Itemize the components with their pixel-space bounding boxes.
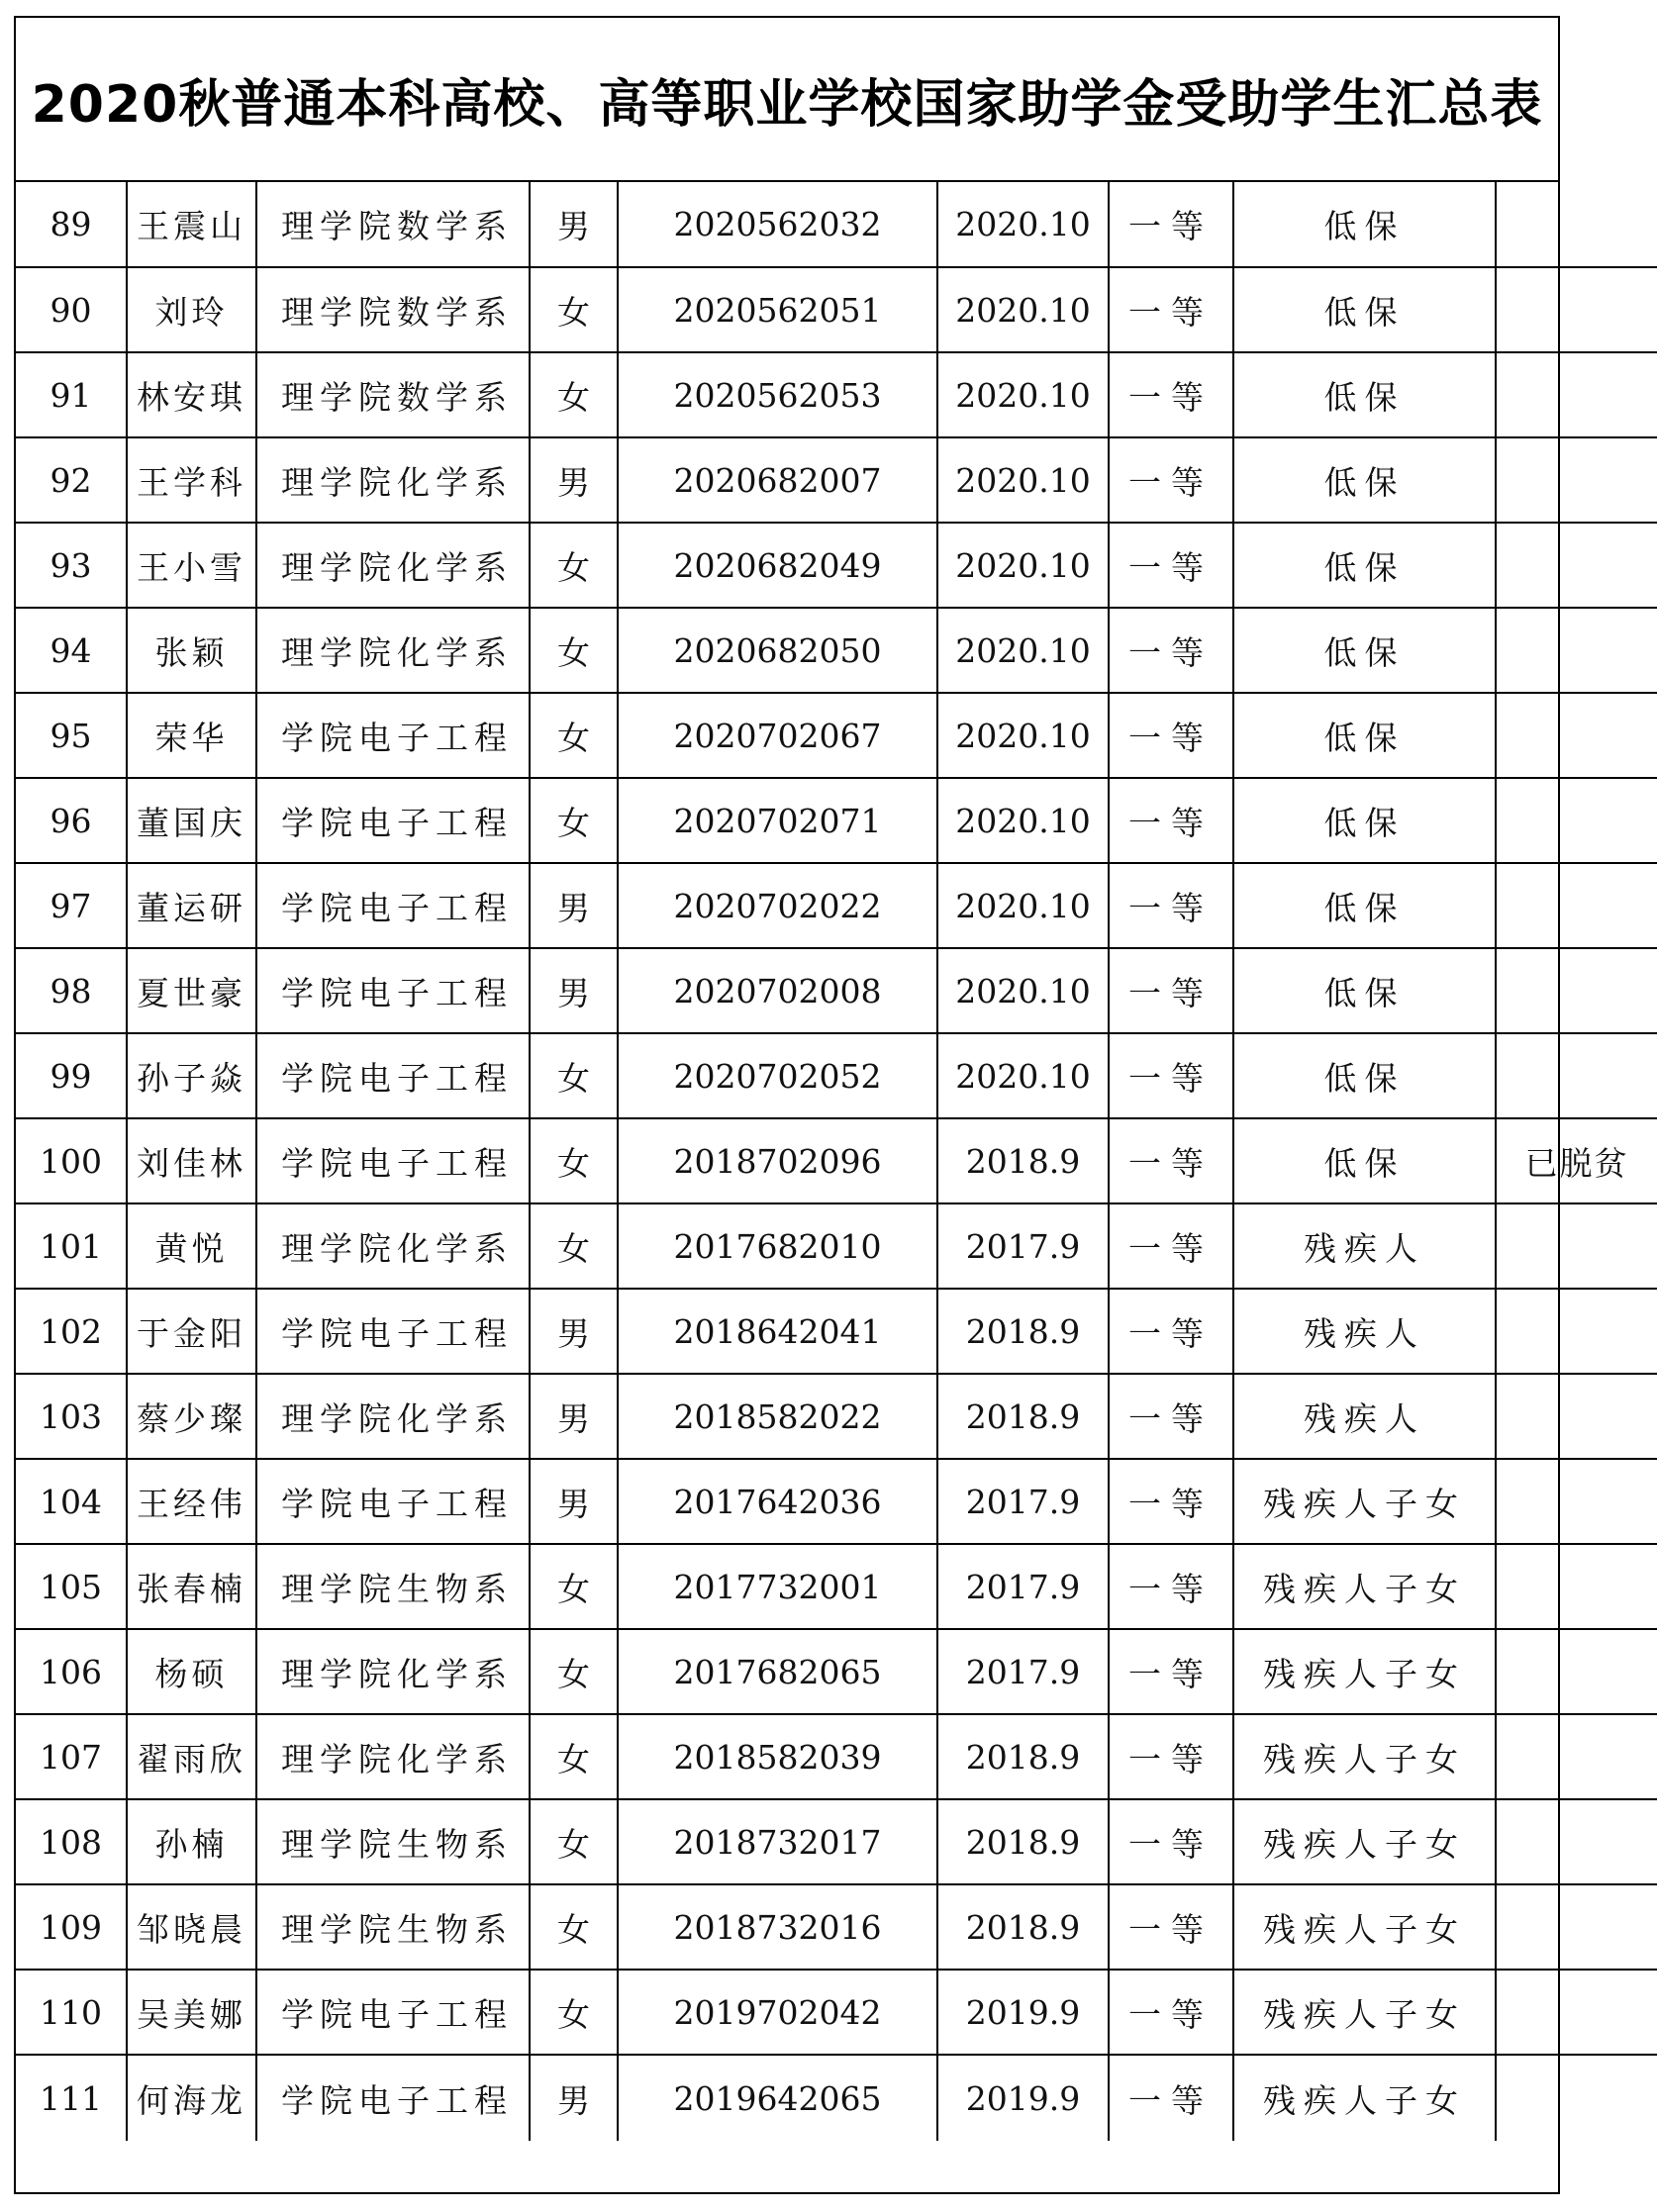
department-cell: 理学院化学系 [256, 1714, 530, 1799]
aid-grade-cell: 一等 [1109, 1289, 1233, 1374]
note-cell [1496, 1970, 1657, 2055]
student-id-cell: 2020682050 [618, 608, 937, 693]
gender-cell: 女 [530, 778, 618, 863]
student-id-cell: 2020702008 [618, 948, 937, 1033]
seq-cell: 89 [16, 182, 127, 267]
department-cell: 学院电子工程 [256, 1289, 530, 1374]
student-id-cell: 2018732016 [618, 1884, 937, 1970]
gender-cell: 男 [530, 437, 618, 523]
department-cell: 理学院生物系 [256, 1799, 530, 1884]
document-sheet [14, 16, 1629, 2194]
note-cell [1496, 1714, 1657, 1799]
seq-cell: 110 [16, 1970, 127, 2055]
seq-cell: 111 [16, 2055, 127, 2141]
note-cell [1496, 1289, 1657, 1374]
hardship-type-cell: 低保 [1233, 608, 1496, 693]
hardship-type-cell: 残疾人子女 [1233, 1799, 1496, 1884]
hardship-type-cell: 残疾人子女 [1233, 1629, 1496, 1714]
note-cell [1496, 693, 1657, 778]
gender-cell: 女 [530, 1970, 618, 2055]
enrollment-date-cell: 2020.10 [937, 352, 1109, 437]
hardship-type-cell: 残疾人子女 [1233, 1459, 1496, 1544]
name-cell: 林安琪 [127, 352, 256, 437]
enrollment-date-cell: 2017.9 [937, 1459, 1109, 1544]
enrollment-date-cell: 2017.9 [937, 1203, 1109, 1289]
table-body [16, 182, 1657, 2141]
table-row [16, 693, 1657, 778]
department-cell: 学院电子工程 [256, 1970, 530, 2055]
note-cell [1496, 1033, 1657, 1118]
table-row [16, 437, 1657, 523]
note-cell [1496, 267, 1657, 352]
student-id-cell: 2020562053 [618, 352, 937, 437]
name-cell: 董国庆 [127, 778, 256, 863]
note-cell [1496, 2055, 1657, 2141]
enrollment-date-cell: 2020.10 [937, 693, 1109, 778]
enrollment-date-cell: 2019.9 [937, 1970, 1109, 2055]
name-cell: 王小雪 [127, 523, 256, 608]
table-row [16, 1544, 1657, 1629]
enrollment-date-cell: 2018.9 [937, 1714, 1109, 1799]
gender-cell: 男 [530, 1459, 618, 1544]
gender-cell: 女 [530, 1629, 618, 1714]
aid-grade-cell: 一等 [1109, 1459, 1233, 1544]
hardship-type-cell: 低保 [1233, 693, 1496, 778]
student-id-cell: 2020682049 [618, 523, 937, 608]
name-cell: 杨硕 [127, 1629, 256, 1714]
enrollment-date-cell: 2017.9 [937, 1544, 1109, 1629]
enrollment-date-cell: 2020.10 [937, 182, 1109, 267]
table-row [16, 1714, 1657, 1799]
aid-grade-cell: 一等 [1109, 608, 1233, 693]
gender-cell: 女 [530, 693, 618, 778]
enrollment-date-cell: 2020.10 [937, 778, 1109, 863]
student-id-cell: 2019642065 [618, 2055, 937, 2141]
seq-cell: 107 [16, 1714, 127, 1799]
aid-grade-cell: 一等 [1109, 2055, 1233, 2141]
name-cell: 蔡少璨 [127, 1374, 256, 1459]
aid-grade-cell: 一等 [1109, 778, 1233, 863]
note-cell: 已脱贫 [1496, 1118, 1657, 1203]
seq-cell: 90 [16, 267, 127, 352]
department-cell: 理学院数学系 [256, 182, 530, 267]
name-cell: 荣华 [127, 693, 256, 778]
student-id-cell: 2019702042 [618, 1970, 937, 2055]
table-row [16, 1884, 1657, 1970]
hardship-type-cell: 低保 [1233, 352, 1496, 437]
document-title: 2020秋普通本科高校、高等职业学校国家助学金受助学生汇总表 [31, 74, 1543, 135]
seq-cell: 103 [16, 1374, 127, 1459]
department-cell: 学院电子工程 [256, 1118, 530, 1203]
gender-cell: 男 [530, 182, 618, 267]
seq-cell: 101 [16, 1203, 127, 1289]
aid-grade-cell: 一等 [1109, 1203, 1233, 1289]
aid-grade-cell: 一等 [1109, 693, 1233, 778]
table-row [16, 267, 1657, 352]
table-row [16, 1629, 1657, 1714]
enrollment-date-cell: 2020.10 [937, 523, 1109, 608]
gender-cell: 女 [530, 1799, 618, 1884]
table-row [16, 1799, 1657, 1884]
aid-grade-cell: 一等 [1109, 182, 1233, 267]
note-cell [1496, 948, 1657, 1033]
department-cell: 理学院生物系 [256, 1544, 530, 1629]
name-cell: 翟雨欣 [127, 1714, 256, 1799]
student-id-cell: 2020702071 [618, 778, 937, 863]
gender-cell: 女 [530, 1203, 618, 1289]
department-cell: 理学院化学系 [256, 437, 530, 523]
table-row [16, 1289, 1657, 1374]
student-id-cell: 2018582022 [618, 1374, 937, 1459]
student-id-cell: 2018582039 [618, 1714, 937, 1799]
student-id-cell: 2017682065 [618, 1629, 937, 1714]
table-row [16, 863, 1657, 948]
note-cell [1496, 1799, 1657, 1884]
enrollment-date-cell: 2018.9 [937, 1289, 1109, 1374]
seq-cell: 109 [16, 1884, 127, 1970]
aid-grade-cell: 一等 [1109, 1714, 1233, 1799]
gender-cell: 女 [530, 1118, 618, 1203]
gender-cell: 男 [530, 863, 618, 948]
name-cell: 刘玲 [127, 267, 256, 352]
enrollment-date-cell: 2018.9 [937, 1799, 1109, 1884]
hardship-type-cell: 残疾人子女 [1233, 1544, 1496, 1629]
seq-cell: 94 [16, 608, 127, 693]
gender-cell: 女 [530, 1714, 618, 1799]
gender-cell: 男 [530, 1289, 618, 1374]
enrollment-date-cell: 2018.9 [937, 1884, 1109, 1970]
seq-cell: 91 [16, 352, 127, 437]
aid-grade-cell: 一等 [1109, 863, 1233, 948]
student-id-cell: 2018642041 [618, 1289, 937, 1374]
name-cell: 吴美娜 [127, 1970, 256, 2055]
enrollment-date-cell: 2020.10 [937, 1033, 1109, 1118]
seq-cell: 93 [16, 523, 127, 608]
student-id-cell: 2017732001 [618, 1544, 937, 1629]
table-row [16, 1118, 1657, 1203]
department-cell: 理学院化学系 [256, 1203, 530, 1289]
aid-grade-cell: 一等 [1109, 1544, 1233, 1629]
enrollment-date-cell: 2020.10 [937, 608, 1109, 693]
note-cell [1496, 1203, 1657, 1289]
table-row [16, 608, 1657, 693]
student-id-cell: 2020702022 [618, 863, 937, 948]
student-id-cell: 2018732017 [618, 1799, 937, 1884]
name-cell: 孙楠 [127, 1799, 256, 1884]
department-cell: 理学院化学系 [256, 1374, 530, 1459]
table-row [16, 1033, 1657, 1118]
hardship-type-cell: 残疾人子女 [1233, 2055, 1496, 2141]
seq-cell: 100 [16, 1118, 127, 1203]
aid-grade-cell: 一等 [1109, 1118, 1233, 1203]
table-row [16, 1203, 1657, 1289]
enrollment-date-cell: 2017.9 [937, 1629, 1109, 1714]
department-cell: 学院电子工程 [256, 1033, 530, 1118]
hardship-type-cell: 低保 [1233, 182, 1496, 267]
name-cell: 黄悦 [127, 1203, 256, 1289]
department-cell: 理学院化学系 [256, 1629, 530, 1714]
department-cell: 学院电子工程 [256, 948, 530, 1033]
aid-grade-cell: 一等 [1109, 352, 1233, 437]
gender-cell: 女 [530, 523, 618, 608]
department-cell: 学院电子工程 [256, 863, 530, 948]
enrollment-date-cell: 2018.9 [937, 1374, 1109, 1459]
note-cell [1496, 182, 1657, 267]
note-cell [1496, 352, 1657, 437]
seq-cell: 108 [16, 1799, 127, 1884]
hardship-type-cell: 低保 [1233, 437, 1496, 523]
hardship-type-cell: 低保 [1233, 778, 1496, 863]
seq-cell: 104 [16, 1459, 127, 1544]
name-cell: 邹晓晨 [127, 1884, 256, 1970]
seq-cell: 106 [16, 1629, 127, 1714]
note-cell [1496, 523, 1657, 608]
aid-grade-cell: 一等 [1109, 1970, 1233, 2055]
enrollment-date-cell: 2018.9 [937, 1118, 1109, 1203]
seq-cell: 105 [16, 1544, 127, 1629]
note-cell [1496, 1374, 1657, 1459]
note-cell [1496, 1629, 1657, 1714]
aid-recipients-table [16, 182, 1657, 2141]
aid-grade-cell: 一等 [1109, 1629, 1233, 1714]
note-cell [1496, 1544, 1657, 1629]
seq-cell: 96 [16, 778, 127, 863]
hardship-type-cell: 残疾人子女 [1233, 1970, 1496, 2055]
student-id-cell: 2020562051 [618, 267, 937, 352]
enrollment-date-cell: 2020.10 [937, 863, 1109, 948]
seq-cell: 95 [16, 693, 127, 778]
name-cell: 孙子焱 [127, 1033, 256, 1118]
table-row [16, 1970, 1657, 2055]
student-id-cell: 2020702052 [618, 1033, 937, 1118]
note-cell [1496, 1459, 1657, 1544]
enrollment-date-cell: 2020.10 [937, 437, 1109, 523]
title-row [16, 18, 1558, 182]
department-cell: 学院电子工程 [256, 1459, 530, 1544]
aid-grade-cell: 一等 [1109, 1884, 1233, 1970]
name-cell: 董运研 [127, 863, 256, 948]
hardship-type-cell: 低保 [1233, 267, 1496, 352]
gender-cell: 女 [530, 1884, 618, 1970]
student-id-cell: 2018702096 [618, 1118, 937, 1203]
name-cell: 夏世豪 [127, 948, 256, 1033]
note-cell [1496, 437, 1657, 523]
aid-grade-cell: 一等 [1109, 1033, 1233, 1118]
table-row [16, 1459, 1657, 1544]
student-id-cell: 2020562032 [618, 182, 937, 267]
hardship-type-cell: 残疾人子女 [1233, 1884, 1496, 1970]
department-cell: 理学院化学系 [256, 608, 530, 693]
hardship-type-cell: 残疾人 [1233, 1203, 1496, 1289]
name-cell: 何海龙 [127, 2055, 256, 2141]
gender-cell: 女 [530, 1033, 618, 1118]
enrollment-date-cell: 2020.10 [937, 948, 1109, 1033]
enrollment-date-cell: 2019.9 [937, 2055, 1109, 2141]
note-cell [1496, 778, 1657, 863]
hardship-type-cell: 低保 [1233, 523, 1496, 608]
gender-cell: 女 [530, 267, 618, 352]
name-cell: 刘佳林 [127, 1118, 256, 1203]
department-cell: 理学院生物系 [256, 1884, 530, 1970]
hardship-type-cell: 残疾人 [1233, 1289, 1496, 1374]
table-row [16, 778, 1657, 863]
department-cell: 学院电子工程 [256, 778, 530, 863]
note-cell [1496, 1884, 1657, 1970]
seq-cell: 92 [16, 437, 127, 523]
table-row [16, 182, 1657, 267]
seq-cell: 102 [16, 1289, 127, 1374]
name-cell: 王震山 [127, 182, 256, 267]
table-row [16, 2055, 1657, 2141]
seq-cell: 97 [16, 863, 127, 948]
department-cell: 理学院数学系 [256, 352, 530, 437]
hardship-type-cell: 低保 [1233, 863, 1496, 948]
hardship-type-cell: 低保 [1233, 948, 1496, 1033]
student-id-cell: 2020702067 [618, 693, 937, 778]
aid-grade-cell: 一等 [1109, 523, 1233, 608]
aid-grade-cell: 一等 [1109, 437, 1233, 523]
gender-cell: 女 [530, 608, 618, 693]
enrollment-date-cell: 2020.10 [937, 267, 1109, 352]
name-cell: 王学科 [127, 437, 256, 523]
hardship-type-cell: 残疾人 [1233, 1374, 1496, 1459]
gender-cell: 女 [530, 352, 618, 437]
aid-grade-cell: 一等 [1109, 267, 1233, 352]
gender-cell: 女 [530, 1544, 618, 1629]
aid-grade-cell: 一等 [1109, 948, 1233, 1033]
student-id-cell: 2020682007 [618, 437, 937, 523]
department-cell: 学院电子工程 [256, 2055, 530, 2141]
department-cell: 学院电子工程 [256, 693, 530, 778]
name-cell: 王经伟 [127, 1459, 256, 1544]
aid-grade-cell: 一等 [1109, 1799, 1233, 1884]
gender-cell: 男 [530, 948, 618, 1033]
student-id-cell: 2017682010 [618, 1203, 937, 1289]
gender-cell: 男 [530, 2055, 618, 2141]
department-cell: 理学院数学系 [256, 267, 530, 352]
hardship-type-cell: 低保 [1233, 1118, 1496, 1203]
table-row [16, 352, 1657, 437]
name-cell: 张颖 [127, 608, 256, 693]
department-cell: 理学院化学系 [256, 523, 530, 608]
student-id-cell: 2017642036 [618, 1459, 937, 1544]
hardship-type-cell: 残疾人子女 [1233, 1714, 1496, 1799]
seq-cell: 98 [16, 948, 127, 1033]
name-cell: 于金阳 [127, 1289, 256, 1374]
aid-grade-cell: 一等 [1109, 1374, 1233, 1459]
seq-cell: 99 [16, 1033, 127, 1118]
table-row [16, 1374, 1657, 1459]
hardship-type-cell: 低保 [1233, 1033, 1496, 1118]
table-row [16, 523, 1657, 608]
note-cell [1496, 863, 1657, 948]
gender-cell: 男 [530, 1374, 618, 1459]
table-row [16, 948, 1657, 1033]
note-cell [1496, 608, 1657, 693]
name-cell: 张春楠 [127, 1544, 256, 1629]
